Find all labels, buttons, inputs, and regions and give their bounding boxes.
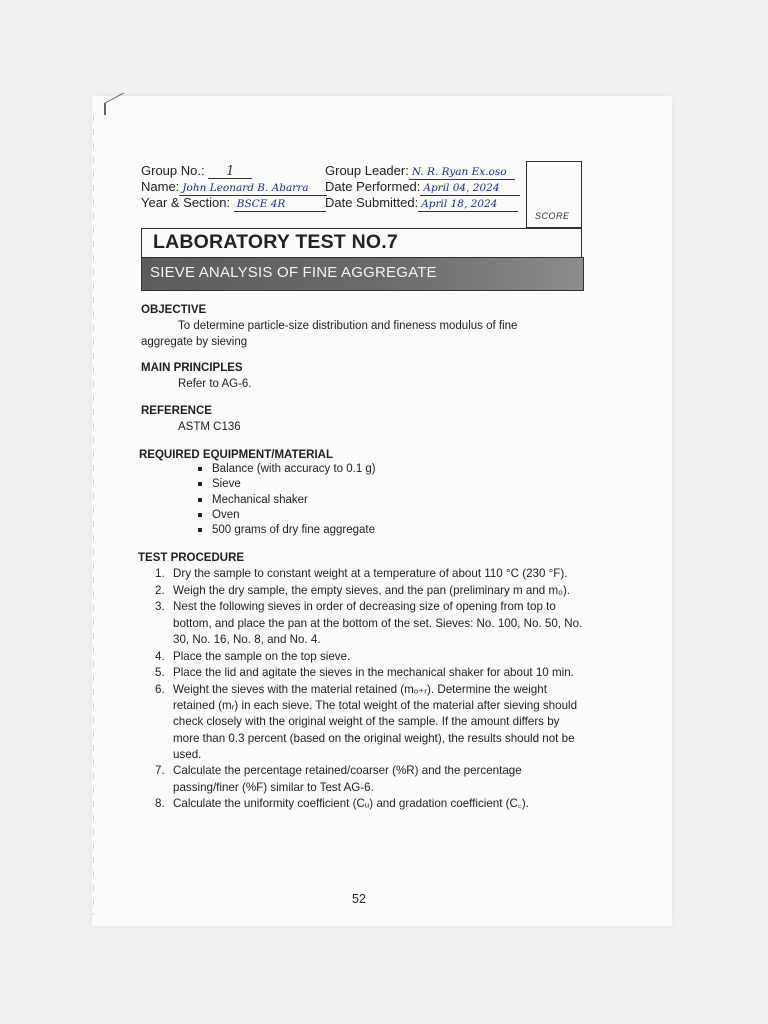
list-item: Oven	[196, 508, 376, 523]
group-no-value: 1	[208, 165, 252, 179]
list-item	[152, 763, 586, 795]
name-field	[141, 179, 327, 196]
step-text: Nest the following sieves in order of decreasing size of opening from top to bottom, and place the pan at the bottom of the set. Sieves: No. 100, No. 50, No. 30, No. 16, No. 8, and No. 4.	[173, 600, 583, 646]
list-item: Sieve	[196, 477, 376, 492]
group-leader-label: Group Leader:	[325, 163, 409, 178]
objective-text-line2: aggregate by sieving	[141, 336, 248, 348]
procedure-heading: TEST PROCEDURE	[138, 552, 245, 564]
list-item: Mechanical shaker	[196, 493, 376, 508]
equipment-heading: REQUIRED EQUIPMENT/MATERIAL	[139, 449, 334, 461]
step-number: 4.	[155, 649, 165, 663]
date-submitted-field	[325, 195, 518, 212]
step-text: Weight the sieves with the material retained (mₒ₊ᵣ). Determine the weight retained (mᵣ) in each sieve. The total weight of the material after sieving should check closely with the original weight of the sample. If the amount differs by more than 0.3 percent (based on the original weight), the results should not be used.	[173, 682, 578, 761]
group-no-label: Group No.:	[141, 163, 205, 178]
date-submitted-label: Date Submitted:	[325, 195, 419, 210]
list-item	[152, 665, 586, 681]
date-performed-value: April 04, 2024	[420, 182, 520, 196]
list-item	[152, 796, 586, 812]
group-no-field	[141, 163, 252, 179]
step-text: Place the sample on the top sieve.	[173, 649, 351, 663]
step-text: Calculate the percentage retained/coarser (%R) and the percentage passing/finer (%F) similar to Test AG-6.	[173, 764, 522, 794]
page-margin-line	[93, 115, 94, 915]
name-value: John Leonard B. Abarra	[179, 182, 327, 196]
step-number: 5.	[155, 666, 165, 680]
step-text: Dry the sample to constant weight at a temperature of about 110 °C (230 °F).	[173, 567, 568, 580]
list-item	[152, 566, 586, 582]
step-text: Place the lid and agitate the sieves in the mechanical shaker for about 10 min.	[173, 666, 574, 680]
step-number: 3.	[155, 600, 165, 614]
date-performed-field	[325, 179, 520, 196]
year-section-value: BSCE 4R	[234, 198, 326, 212]
name-label: Name:	[141, 179, 180, 194]
list-item	[152, 599, 586, 648]
equipment-list	[196, 462, 376, 538]
step-text: Weigh the dry sample, the empty sieves, and the pan (preliminary m and m₀).	[173, 583, 571, 597]
lab-test-subtitle: SIEVE ANALYSIS OF FINE AGGREGATE	[150, 264, 437, 281]
page-number: 52	[352, 892, 366, 906]
objective-heading: OBJECTIVE	[141, 304, 207, 316]
step-number: 1.	[155, 567, 165, 580]
list-item: 500 grams of dry fine aggregate	[196, 523, 376, 538]
main-principles-text: Refer to AG-6.	[178, 378, 252, 390]
main-principles-heading: MAIN PRINCIPLES	[141, 362, 243, 374]
step-number: 6.	[155, 682, 165, 696]
list-item	[152, 649, 586, 665]
list-item: Balance (with accuracy to 0.1 g)	[196, 462, 376, 477]
list-item	[152, 682, 586, 763]
year-section-field	[141, 195, 326, 212]
year-section-label: Year & Section:	[141, 195, 231, 210]
reference-heading: REFERENCE	[141, 405, 212, 417]
date-performed-label: Date Performed:	[325, 179, 421, 194]
step-number: 2.	[155, 583, 165, 597]
procedure-list	[152, 566, 586, 813]
step-number: 7.	[155, 764, 165, 778]
group-leader-value: N. R. Ryan Ex.oso	[409, 166, 515, 180]
score-label: SCORE	[535, 211, 570, 221]
lab-test-title: LABORATORY TEST NO.7	[153, 231, 398, 253]
step-number: 8.	[155, 797, 165, 811]
step-text: Calculate the uniformity coefficient (Cᵤ) and gradation coefficient (C꜀).	[173, 797, 529, 811]
folded-corner-mark-stem	[104, 103, 106, 115]
date-submitted-value: April 18, 2024	[418, 198, 518, 212]
group-leader-field	[325, 163, 515, 180]
reference-text: ASTM C136	[178, 421, 241, 433]
objective-text-line1: To determine particle-size distribution and fineness modulus of fine	[178, 320, 518, 332]
list-item	[152, 583, 586, 599]
